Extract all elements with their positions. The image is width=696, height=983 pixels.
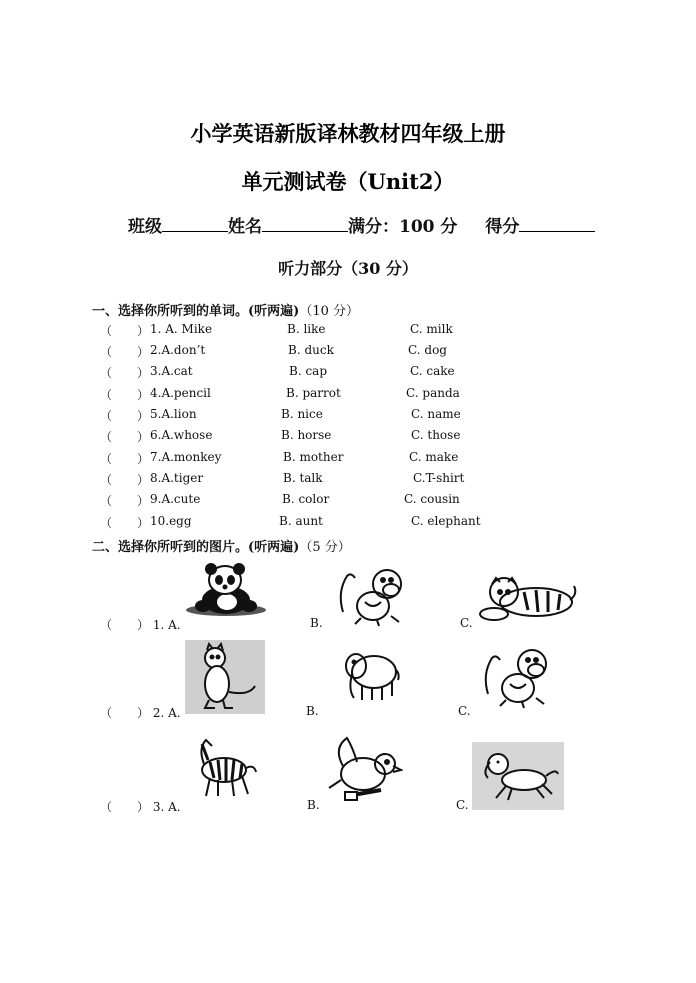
bird-icon[interactable] — [323, 734, 403, 806]
option-a: 5.A.lion — [150, 407, 197, 421]
option-b: B. mother — [283, 450, 344, 464]
answer-paren-close: ） — [137, 430, 150, 444]
question-row-1 — [0, 322, 696, 342]
answer-paren-close: ） — [137, 494, 150, 508]
name-blank[interactable] — [262, 215, 348, 232]
score-label: 得分 — [485, 217, 520, 237]
answer-paren-close: ） — [137, 452, 150, 466]
option-b-label: B. — [307, 798, 320, 812]
tiger-icon[interactable] — [474, 564, 580, 626]
answer-paren-open[interactable]: （ — [100, 345, 113, 359]
option-b: B. color — [282, 492, 330, 506]
score-blank[interactable] — [519, 215, 595, 232]
option-a: 3.A.cat — [150, 364, 193, 378]
question-number: ） 3. A. — [137, 800, 181, 814]
section2-heading — [92, 536, 351, 555]
question-row-5 — [0, 407, 696, 427]
option-a: 1. A. Mike — [150, 322, 213, 336]
option-a: 8.A.tiger — [150, 471, 204, 485]
class-blank[interactable] — [162, 215, 228, 232]
option-b: B. talk — [283, 471, 323, 485]
answer-paren-open[interactable]: （ — [100, 366, 113, 380]
question-number: ） 2. A. — [137, 706, 181, 720]
name-label: 姓名 — [228, 217, 262, 237]
option-a: 7.A.monkey — [150, 450, 222, 464]
question-row-3 — [0, 364, 696, 384]
option-b: B. like — [287, 322, 326, 336]
option-b: B. cap — [289, 364, 328, 378]
option-c: C.T-shirt — [413, 471, 465, 485]
option-a: 4.A.pencil — [150, 386, 211, 400]
panda-icon[interactable] — [183, 560, 269, 622]
question-row-10 — [0, 514, 696, 534]
question-row-2 — [0, 343, 696, 363]
option-b: B. nice — [281, 407, 323, 421]
answer-paren-close: ） — [137, 473, 150, 487]
option-a: 10.egg — [150, 514, 192, 528]
answer-paren-open[interactable]: （ — [100, 409, 113, 423]
option-b: B. aunt — [279, 514, 323, 528]
question-number: ） 1. A. — [137, 618, 181, 632]
monkey-icon[interactable] — [333, 562, 411, 628]
elephant-icon[interactable] — [340, 646, 400, 704]
option-c: C. cousin — [404, 492, 460, 506]
exam-subtitle: 单元测试卷（Unit2） — [241, 169, 455, 194]
option-c: C. milk — [410, 322, 453, 336]
option-a: 9.A.cute — [150, 492, 201, 506]
full-score: 满分：100 分 — [348, 217, 458, 237]
listening-heading: 听力部分（30 分） — [278, 259, 418, 278]
option-b: B. duck — [288, 343, 334, 357]
option-c: C. dog — [408, 343, 447, 357]
answer-paren-close: ） — [137, 366, 150, 380]
option-b: B. parrot — [286, 386, 341, 400]
answer-paren-open[interactable]: （ — [100, 324, 113, 338]
option-b: B. horse — [281, 428, 332, 442]
answer-paren-open[interactable]: （ — [100, 388, 113, 402]
answer-paren-open: （ — [100, 800, 113, 814]
student-info-line — [128, 212, 595, 237]
option-c: C. name — [411, 407, 461, 421]
option-c-label: C. — [456, 798, 469, 812]
option-a: 2.A.don’t — [150, 343, 206, 357]
section1-points: （10 分） — [299, 304, 359, 319]
answer-paren-close: ） — [137, 345, 150, 359]
option-c-label: C. — [458, 704, 471, 718]
answer-paren-close: ） — [137, 516, 150, 530]
answer-paren-open: （ — [100, 706, 113, 720]
zebra-icon[interactable] — [188, 734, 262, 800]
answer-paren-open[interactable]: （ — [100, 452, 113, 466]
dog-icon[interactable] — [472, 742, 564, 810]
section1-heading — [92, 300, 359, 319]
cat-icon[interactable] — [185, 640, 265, 714]
option-c: C. make — [409, 450, 459, 464]
option-c-label: C. — [460, 616, 473, 630]
answer-paren-close: ） — [137, 388, 150, 402]
answer-paren-open[interactable]: （ — [100, 494, 113, 508]
answer-paren-open: （ — [100, 618, 113, 632]
question-row-8 — [0, 471, 696, 491]
section2-title: 二、选择你所听到的图片。(听两遍) — [92, 540, 300, 555]
option-b-label: B. — [306, 704, 319, 718]
answer-paren-close: ） — [137, 324, 150, 338]
class-label: 班级 — [128, 217, 162, 237]
question-row-6 — [0, 428, 696, 448]
answer-paren-open[interactable]: （ — [100, 430, 113, 444]
monkey-icon[interactable] — [478, 642, 556, 712]
question-row-7 — [0, 450, 696, 470]
answer-paren-open[interactable]: （ — [100, 516, 113, 530]
option-a: 6.A.whose — [150, 428, 213, 442]
exam-title: 小学英语新版译林教材四年级上册 — [190, 121, 506, 146]
option-b-label: B. — [310, 616, 323, 630]
option-c: C. cake — [410, 364, 455, 378]
question-row-9 — [0, 492, 696, 512]
option-c: C. panda — [406, 386, 460, 400]
option-c: C. elephant — [411, 514, 481, 528]
section1-title: 一、选择你所听到的单词。(听两遍) — [92, 304, 300, 319]
question-row-4 — [0, 386, 696, 406]
answer-paren-open[interactable]: （ — [100, 473, 113, 487]
answer-paren-close: ） — [137, 409, 150, 423]
option-c: C. those — [411, 428, 461, 442]
section2-points: （5 分） — [299, 540, 351, 555]
